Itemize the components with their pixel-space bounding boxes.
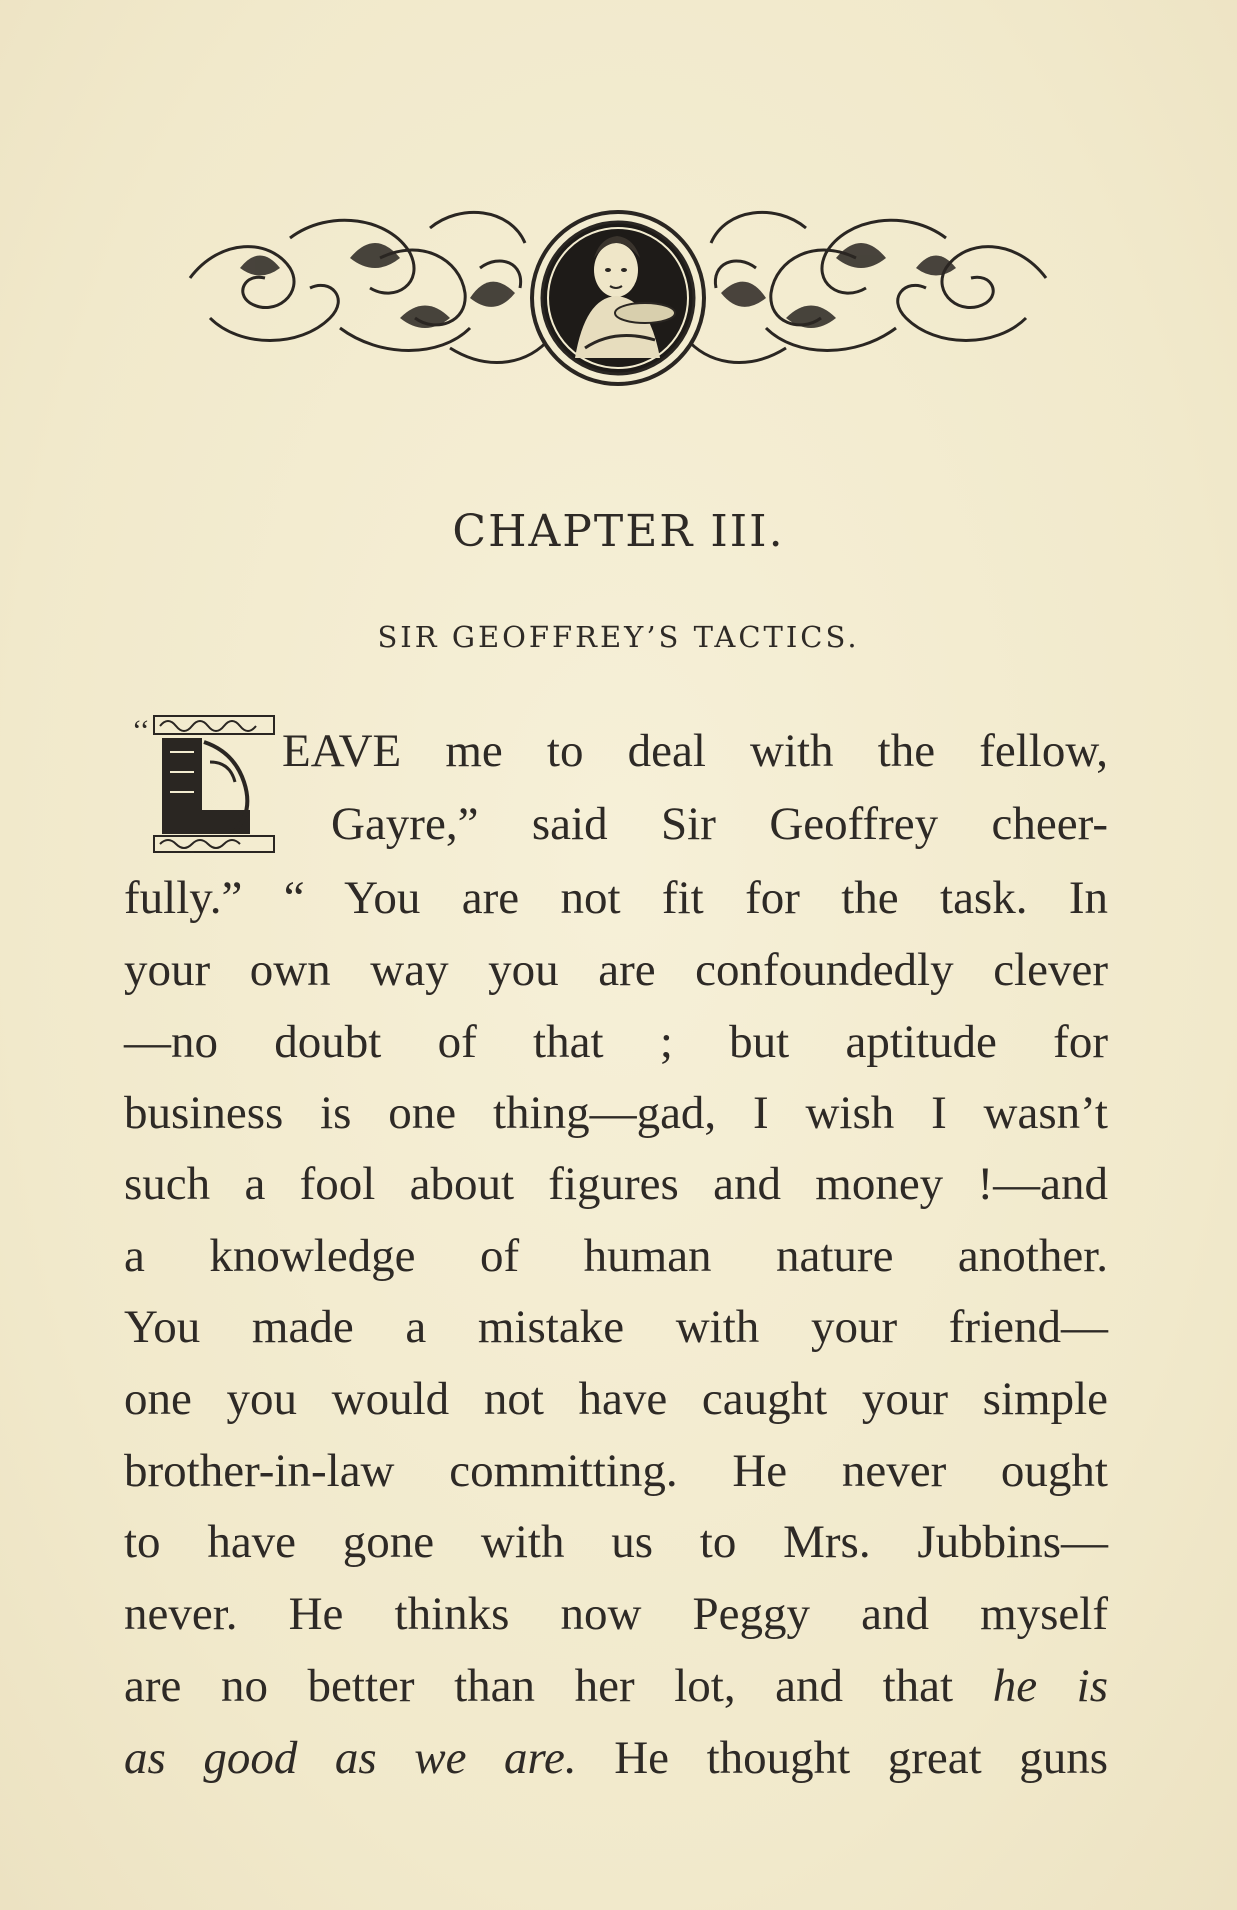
dropcap-letter-l: [150, 712, 278, 856]
text-line-13: never. He thinks now Peggy and myself: [124, 1588, 1108, 1640]
text-line-15-italic: as good as we are.: [124, 1732, 577, 1784]
text-line-2: Gayre,” said Sir Geoffrey cheer-: [331, 798, 1108, 850]
text-line-9: You made a mistake with your friend—: [124, 1301, 1108, 1353]
text-line-12: to have gone with us to Mrs. Jubbins—: [124, 1516, 1108, 1568]
text-line-5: —no doubt of that ; but aptitude for: [124, 1016, 1108, 1068]
opening-quote: ‘‘: [132, 714, 150, 747]
chapter-subtitle: SIR GEOFFREY’S TACTICS.: [377, 620, 860, 654]
text-line-4: your own way you are confoundedly clever: [124, 944, 1108, 996]
chapter-title: CHAPTER III.: [452, 506, 785, 557]
text-line-15: [124, 1731, 1108, 1785]
headpiece-ornament: [180, 198, 1056, 403]
text-line-8: a knowledge of human nature another.: [124, 1230, 1108, 1282]
text-line-14-italic: he is: [992, 1660, 1108, 1712]
text-line-6: business is one thing—gad, I wish I wasn’t: [124, 1087, 1108, 1139]
text-line-14-roman: are no better than her lot, and that: [124, 1660, 954, 1712]
text-line-15-roman: He thought great guns: [614, 1732, 1109, 1784]
text-line-1: EAVE me to deal with the fellow,: [282, 725, 1108, 777]
text-line-7: such a fool about figures and money !—and: [124, 1158, 1108, 1210]
text-line-10: one you would not have caught your simple: [124, 1373, 1108, 1425]
text-line-14: [124, 1659, 1108, 1713]
text-line-11: brother-in-law committing. He never ought: [124, 1445, 1108, 1497]
text-line-3: fully.” “ You are not fit for the task. In: [124, 872, 1108, 924]
